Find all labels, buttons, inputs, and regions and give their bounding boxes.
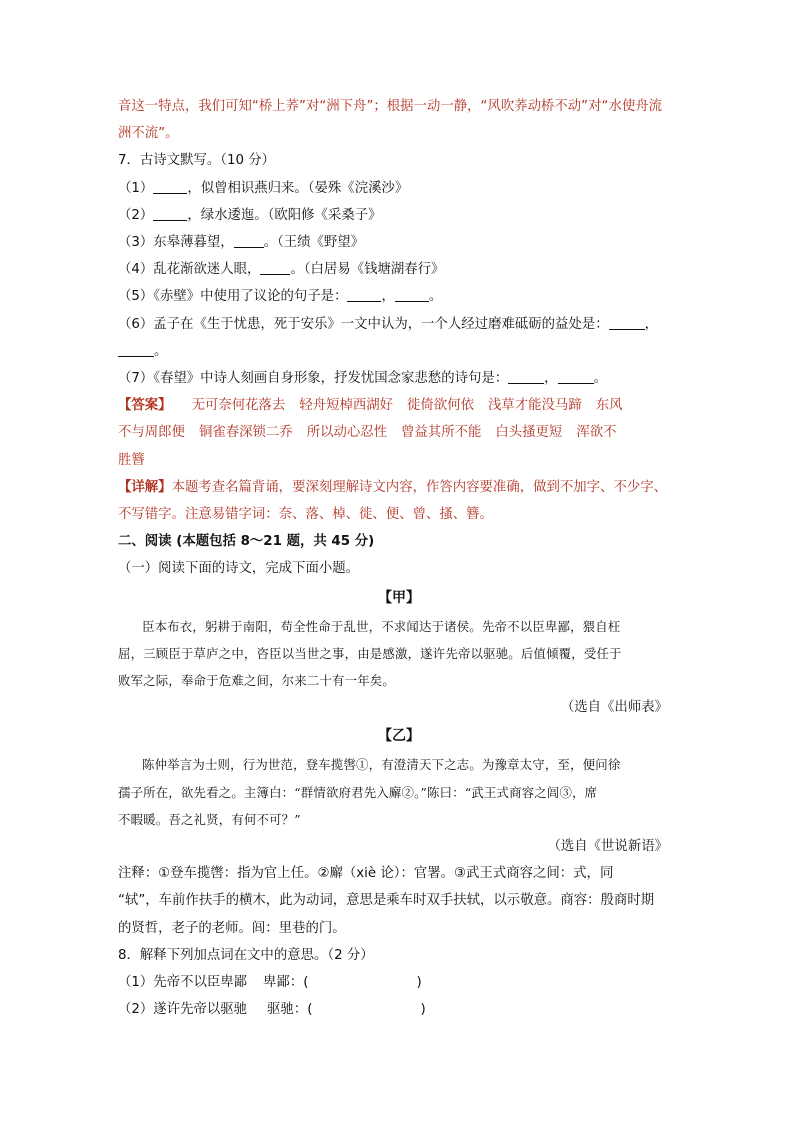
q7-item-2: （2） ，绿水逶迤。（欧阳修《采桑子》 bbox=[118, 207, 382, 223]
yi-source: （选自《世说新语》 bbox=[547, 839, 668, 855]
fill-blank bbox=[508, 369, 544, 384]
fill-blank bbox=[558, 369, 594, 384]
jia-source: （选自《出师表》 bbox=[560, 700, 668, 716]
yi-passage: 陈仲举言为士则，行为世范，登车揽辔①，有澄清天下之志。为豫章太守，至，便问徐 孺子所在，欲先看之。主簿白：“群情欲府君先入廨②。”陈曰：“武王式商容之闾③，席 不暇暖。吾之礼贤，有何不可？” bbox=[118, 757, 621, 827]
q7-item-1: （1） ，似曾相识燕归来。（晏殊《浣溪沙》 bbox=[118, 180, 409, 196]
q7-item-6-cont: 。 bbox=[118, 338, 680, 365]
intro-line-1: 音这一特点，我们可知“桥上荞”对“洲下舟”；根据一动一静，“风吹荞动桥不动”对“水使舟流 bbox=[118, 99, 663, 114]
jia-passage: 臣本布衣，躬耕于南阳，苟全性命于乱世，不求闻达于诸侯。先帝不以臣卑鄙，猥自枉 屈，三顾臣于草庐之中，咨臣以当世之事，由是感激，遂许先帝以驱驰。后值倾覆，受任于 败军之际，奉命于危难之间，尔来二十有一年矣。 bbox=[118, 618, 622, 689]
document-page bbox=[118, 93, 680, 1024]
section-2-title: 二、阅读 (本题包括 8～21 题，共 45 分) bbox=[118, 534, 375, 550]
fill-blank bbox=[118, 342, 154, 357]
detail-line-1: 【详解】本题考查名篇背诵，要深刻理解诗文内容，作答内容要准确，做到不加字、不少字、 bbox=[118, 479, 668, 495]
section-2-sub: （一）阅读下面的诗文，完成下面小题。 bbox=[118, 561, 360, 577]
notes-line-1: 注释：①登车揽辔：指为官上任。②廨（xiè 论）：官署。③武王式商容之间：式，同 bbox=[118, 866, 614, 882]
notes-line-3: 的贤哲，老子的老师。闾：里巷的门。 bbox=[118, 920, 346, 936]
q7-item-5: （5）《赤壁》中使用了议论的句子是： ， 。 bbox=[118, 289, 443, 305]
fill-blank bbox=[234, 233, 264, 248]
answer-line-1: 【答案】 无可奈何花落去 轻舟短棹西湖好 徙倚欲何依 浅草才能没马蹄 东风 bbox=[118, 398, 623, 414]
q8-item-2: （2）遂许先帝以驱驰 驱驰：( ) bbox=[118, 1002, 426, 1018]
fill-blank bbox=[395, 287, 429, 302]
fill-blank bbox=[153, 206, 187, 221]
q8-header: 8．解释下列加点词在文中的意思。（2 分） bbox=[118, 947, 374, 963]
fill-blank bbox=[347, 287, 381, 302]
q7-item-6: （6）孟子在《生于忧患，死于安乐》一文中认为，一个人经过磨难砥砺的益处是： ， bbox=[118, 316, 658, 332]
notes-line-2: “轼”，车前作扶手的横木，此为动词，意思是乘车时双手扶轼，以示敬意。商容：殷商时期 bbox=[118, 893, 655, 909]
answer-line-2: 不与周郎便 铜雀春深锁二乔 所以动心忍性 曾益其所不能 白头搔更短 浑欲不 bbox=[118, 425, 617, 441]
fill-blank bbox=[260, 260, 290, 275]
answer-line-3: 胜簪 bbox=[118, 452, 145, 468]
detail-label: 【详解】 bbox=[118, 479, 172, 495]
intro-line-2: 洲不流”。 bbox=[118, 126, 179, 142]
q7-item-3: （3）东皋薄暮望， 。（王绩《野望》 bbox=[118, 235, 365, 251]
q7-item-4: （4）乱花渐欲迷人眼， 。（白居易《钱塘湖春行》 bbox=[118, 262, 445, 278]
fill-blank bbox=[609, 315, 645, 330]
fill-blank bbox=[153, 179, 187, 194]
yi-heading: 【乙】 bbox=[378, 728, 420, 745]
q7-header: 7．古诗文默写。（10 分） bbox=[118, 153, 276, 169]
jia-heading: 【甲】 bbox=[378, 589, 420, 606]
detail-line-2: 不写错字。注意易错字词：奈、落、棹、徙、便、曾、搔、簪。 bbox=[118, 507, 493, 523]
answer-label: 【答案】 bbox=[118, 398, 172, 414]
q8-item-1: （1）先帝不以臣卑鄙 卑鄙：( ) bbox=[118, 975, 422, 991]
q7-item-7: （7）《春望》中诗人刻画自身形象，抒发忧国念家悲愁的诗句是： ， 。 bbox=[118, 371, 607, 387]
